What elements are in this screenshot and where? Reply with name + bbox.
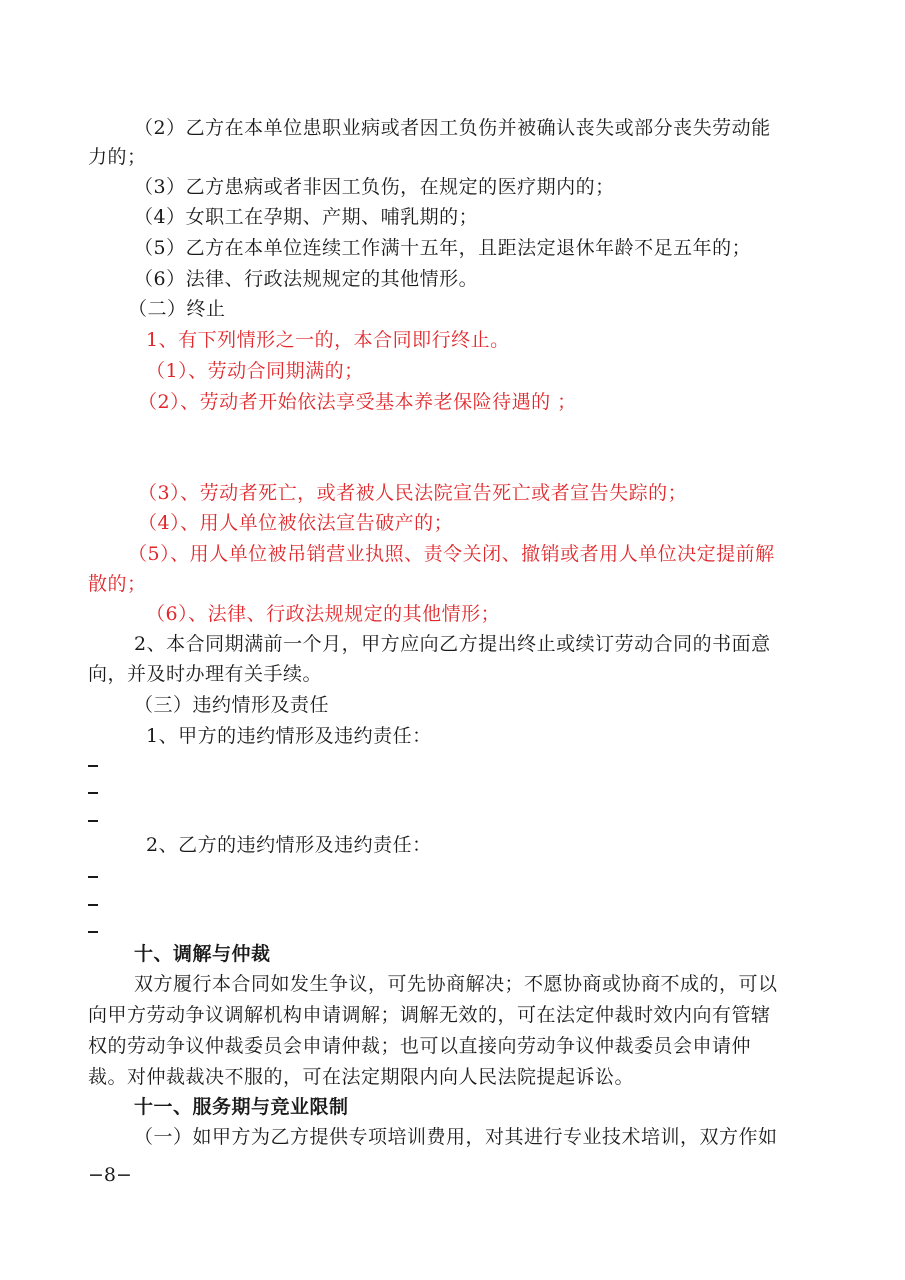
blank-line-marker (88, 792, 98, 794)
section-10-para-line2: 向甲方劳动争议调解机构申请调解；调解无效的，可在法定仲裁时效内向有管辖 (88, 1004, 771, 1026)
renewal-notice-line1: 2、本合同期满前一个月，甲方应向乙方提出终止或续订劳动合同的书面意 (134, 633, 771, 655)
party-b-breach-label: 2、乙方的违约情形及违约责任： (146, 834, 432, 856)
termination-item-1: （1）、劳动合同期满的； (146, 360, 364, 382)
blank-line-marker (88, 904, 98, 906)
termination-intro: 1、有下列情形之一的，本合同即行终止。 (146, 329, 510, 351)
clause-2-line1: （2）乙方在本单位患职业病或者因工负伤并被确认丧失或部分丧失劳动能 (134, 117, 771, 139)
page-number: −8− (88, 1164, 132, 1186)
blank-line-marker (88, 765, 98, 767)
blank-line-marker (88, 876, 98, 878)
clause-6: （6）法律、行政法规规定的其他情形。 (134, 268, 479, 290)
renewal-notice-line2: 向，并及时办理有关手续。 (88, 663, 323, 685)
section-10-para-line4: 裁。对仲裁裁决不服的，可在法定期限内向人民法院提起诉讼。 (88, 1066, 635, 1088)
section-11-para-line1: （一）如甲方为乙方提供专项培训费用，对其进行专业技术培训，双方作如 (134, 1126, 778, 1148)
termination-item-6: （6）、法律、行政法规规定的其他情形； (146, 603, 501, 625)
termination-item-2: （2）、劳动者开始依法享受基本养老保险待遇的 ； (138, 391, 577, 413)
blank-line-marker (88, 931, 98, 933)
section-10-para-line1: 双方履行本合同如发生争议，可先协商解决；不愿协商或协商不成的，可以 (134, 973, 778, 995)
termination-item-5-line1: （5）、用人单位被吊销营业执照、责令关闭、撤销或者用人单位决定提前解 (128, 543, 775, 565)
section-11-heading: 十一、服务期与竞业限制 (134, 1096, 349, 1118)
termination-item-3: （3）、劳动者死亡，或者被人民法院宣告死亡或者宣告失踪的； (138, 482, 688, 504)
section-10-heading: 十、调解与仲裁 (134, 943, 271, 965)
clause-4: （4）女职工在孕期、产期、哺乳期的； (134, 206, 479, 228)
section-breach-heading: （三）违约情形及责任 (134, 694, 330, 716)
termination-item-4: （4）、用人单位被依法宣告破产的； (138, 512, 454, 534)
clause-5: （5）乙方在本单位连续工作满十五年，且距法定退休年龄不足五年的； (134, 237, 752, 259)
termination-item-5-line2: 散的； (88, 573, 147, 595)
clause-3: （3）乙方患病或者非因工负伤，在规定的医疗期内的； (134, 176, 615, 198)
blank-line-marker (88, 820, 98, 822)
section-termination-heading: （二）终止 (128, 298, 226, 320)
clause-2-line2: 力的； (88, 146, 147, 168)
section-10-para-line3: 权的劳动争议仲裁委员会申请仲裁；也可以直接向劳动争议仲裁委员会申请仲 (88, 1035, 752, 1057)
party-a-breach-label: 1、甲方的违约情形及违约责任： (146, 725, 432, 747)
